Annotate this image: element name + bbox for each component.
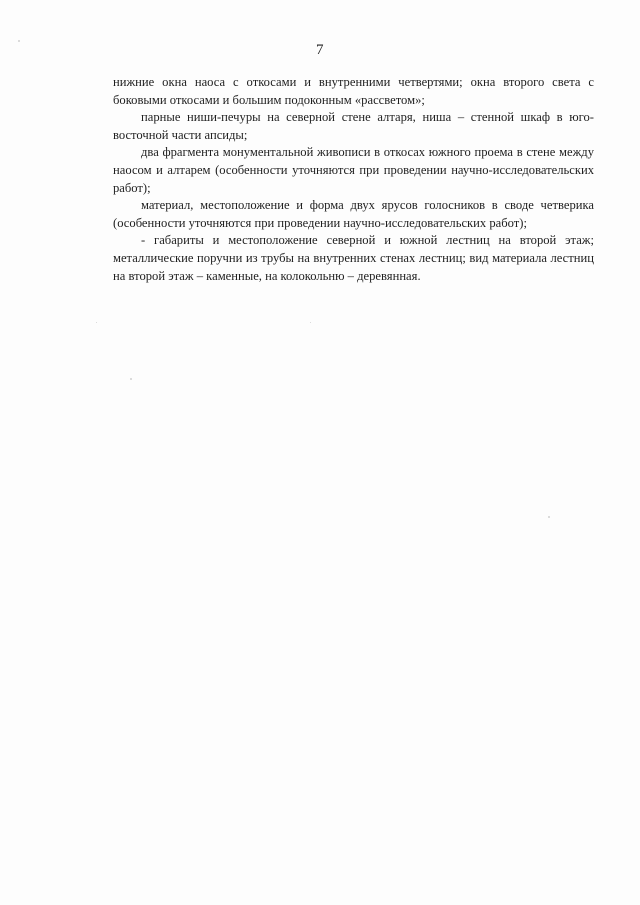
paragraph-resonators: материал, местоположение и форма двух ярусов голосников в своде четверика (особенности уточняются при проведении научно-исследовательских работ); [113, 198, 594, 230]
paragraph-niches: парные ниши-печуры на северной стене алтаря, ниша – стенной шкаф в юго-восточной части апсиды; [113, 110, 594, 142]
scan-speck [96, 322, 97, 323]
paragraph-stairs: - габариты и местоположение северной и южной лестниц на второй этаж; металлические поручни из трубы на внутренних стенах лестниц; вид материала лестниц на второй этаж – каменные, на колокольню – деревянная. [113, 233, 594, 283]
scan-speck [310, 322, 311, 323]
document-body [113, 74, 594, 285]
page-number: 7 [316, 42, 324, 58]
paragraph-windows: нижние окна наоса с откосами и внутренними четвертями; окна второго света с боковыми откосами и большим подоконным «рассветом»; [113, 75, 594, 107]
scan-speck [548, 516, 550, 518]
scan-speck [18, 40, 20, 42]
paragraph-paintings: два фрагмента монументальной живописи в откосах южного проема в стене между наосом и алтарем (особенности уточняются при проведении научно-исследовательских работ); [113, 145, 594, 195]
scan-speck [130, 378, 132, 380]
